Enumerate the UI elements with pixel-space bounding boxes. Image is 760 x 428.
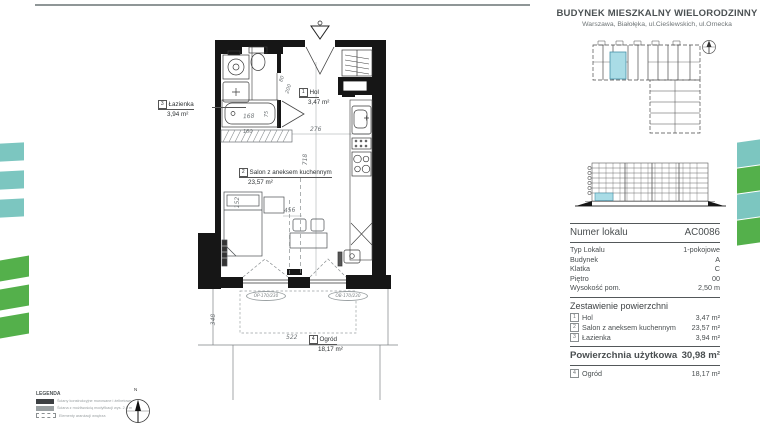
decor-stripe-green bbox=[0, 312, 29, 338]
decor-stripe-teal bbox=[737, 191, 760, 219]
modifiable-wall-hatch bbox=[221, 130, 292, 142]
floor-plan-drawing bbox=[150, 10, 450, 410]
room-number-badge: 4 bbox=[570, 369, 579, 378]
room-number-badge: 3 bbox=[158, 100, 167, 109]
decor-stripe-teal bbox=[737, 139, 760, 167]
info-value: 1-pokojowe bbox=[683, 245, 720, 254]
info-label: Typ Lokalu bbox=[570, 245, 605, 254]
top-border-line bbox=[35, 4, 530, 6]
site-plan-building-outline bbox=[593, 41, 700, 133]
garden-row bbox=[570, 369, 720, 379]
legend-item-text: Ściana z możliwością modyfikacji wys. 2,5 m bbox=[57, 406, 133, 411]
area-value: 3,94 m² bbox=[695, 332, 720, 342]
legend-title: LEGENDA bbox=[36, 391, 61, 397]
area-row bbox=[570, 323, 720, 333]
dimension-75: 75 bbox=[264, 110, 271, 118]
decor-stripe-green bbox=[0, 255, 29, 281]
garden-boundary bbox=[198, 289, 398, 400]
project-header bbox=[556, 8, 758, 28]
info-row bbox=[570, 283, 720, 293]
room-label-salon bbox=[239, 168, 332, 186]
wardrobe bbox=[342, 50, 372, 76]
room-area: 3,47 m² bbox=[308, 98, 330, 106]
info-row bbox=[570, 274, 720, 284]
project-address: Warszawa, Białołęka, ul.Cieślewskich, ul.Ornecka bbox=[582, 21, 732, 28]
info-label: Budynek bbox=[570, 254, 598, 264]
room-name: Ogród bbox=[319, 336, 338, 343]
site-plan-drawing bbox=[580, 35, 728, 140]
site-plan-unit-highlight bbox=[610, 52, 626, 79]
room-area: 18,17 m² bbox=[318, 345, 343, 353]
project-title: BUDYNEK MIESZKALNY WIELORODZINNY bbox=[556, 8, 758, 19]
decor-stripe-teal bbox=[0, 198, 24, 217]
room-label-lazienka bbox=[158, 100, 194, 118]
dimension-80: 80 bbox=[278, 75, 287, 83]
room-number-badge: 3 bbox=[570, 333, 579, 342]
dimension-168: 168 bbox=[242, 112, 255, 121]
info-label: Wysokość pom. bbox=[570, 283, 621, 292]
area-label: Salon z aneksem kuchennym bbox=[582, 322, 676, 332]
decor-stripe-green bbox=[737, 165, 760, 193]
legend-swatch-furniture bbox=[36, 413, 56, 418]
legend-item-text: Ściany konstrukcyjne murowane i żelbetowe bbox=[57, 399, 132, 404]
label-leader-line bbox=[212, 107, 246, 108]
info-value: A bbox=[715, 254, 720, 264]
decor-stripe-green bbox=[0, 284, 29, 310]
unit-info-panel bbox=[570, 221, 720, 379]
total-area-row bbox=[570, 349, 720, 363]
entrance-marker-icon bbox=[311, 21, 329, 39]
legend-swatch-solid-wall bbox=[36, 399, 54, 404]
elevation-drawing bbox=[573, 155, 728, 213]
room-area: 3,94 m² bbox=[167, 110, 189, 118]
info-row bbox=[570, 264, 720, 274]
room-area: 23,57 m² bbox=[248, 178, 273, 186]
info-label: Piętro bbox=[570, 273, 589, 283]
window-code-right: OB-170/230 bbox=[328, 291, 368, 301]
room-number-badge: 4 bbox=[309, 335, 318, 344]
legend-swatch-modifiable-wall bbox=[36, 406, 54, 411]
dimension-456: 456 bbox=[283, 206, 296, 215]
divider bbox=[570, 346, 720, 347]
info-value: C bbox=[714, 264, 720, 273]
room-label-ogrod bbox=[309, 335, 343, 353]
kitchen-fixtures bbox=[338, 106, 372, 266]
dimension-348: 348 bbox=[210, 313, 218, 326]
divider bbox=[570, 223, 720, 224]
decor-stripe-teal bbox=[0, 142, 24, 161]
unit-number-value: AC0086 bbox=[684, 227, 720, 238]
window-code-left: OP-170/230 bbox=[246, 291, 286, 301]
area-label: Hol bbox=[582, 312, 593, 322]
area-value: 23,57 m² bbox=[691, 322, 720, 332]
room-number-badge: 1 bbox=[570, 313, 579, 322]
shaft bbox=[343, 81, 367, 91]
area-row bbox=[570, 313, 720, 323]
dimension-200: 200 bbox=[284, 83, 294, 95]
area-row bbox=[570, 333, 720, 343]
room-label-hol bbox=[299, 88, 329, 106]
info-value: 2,50 m bbox=[698, 283, 720, 292]
total-area-label: Powierzchnia użytkowa bbox=[570, 349, 678, 361]
room-number-badge: 1 bbox=[299, 88, 308, 97]
total-area-value: 30,98 m² bbox=[681, 349, 720, 361]
info-value: 00 bbox=[712, 273, 720, 283]
dimension-180: 180 bbox=[243, 129, 253, 135]
info-row bbox=[570, 245, 720, 255]
unit-number-row bbox=[570, 226, 720, 240]
room-number-badge: 2 bbox=[570, 323, 579, 332]
north-label: N bbox=[134, 387, 138, 392]
decor-stripe-teal bbox=[0, 170, 24, 189]
room-name: Hol bbox=[309, 89, 319, 96]
info-row bbox=[570, 255, 720, 265]
room-name: Salon z aneksem kuchennym bbox=[249, 169, 332, 176]
dimension-522: 522 bbox=[286, 334, 298, 341]
elevation-unit-highlight bbox=[595, 193, 613, 201]
areas-section-title: Zestawienie powierzchni bbox=[570, 300, 669, 311]
divider bbox=[570, 365, 720, 366]
area-label: Łazienka bbox=[582, 332, 611, 342]
site-plan-north-arrow-icon bbox=[703, 41, 716, 54]
garden-label: Ogród bbox=[582, 368, 602, 378]
unit-number-label: Numer lokalu bbox=[570, 227, 628, 238]
info-label: Klatka bbox=[570, 264, 590, 273]
dimension-276: 276 bbox=[310, 126, 322, 133]
dimension-718: 718 bbox=[302, 153, 310, 166]
decor-stripe-green bbox=[737, 217, 760, 245]
garden-value: 18,17 m² bbox=[691, 368, 720, 378]
room-number-badge: 2 bbox=[239, 168, 248, 177]
area-value: 3,47 m² bbox=[695, 312, 720, 322]
elevation-ground bbox=[575, 201, 726, 206]
legend-item-text: Elementy aranżacji wnętrza bbox=[59, 413, 106, 418]
room-name: Łazienka bbox=[168, 101, 194, 108]
north-arrow-icon bbox=[122, 392, 156, 428]
divider bbox=[570, 242, 720, 243]
dimension-152: 152 bbox=[234, 196, 242, 209]
divider bbox=[570, 297, 720, 298]
window-opening-arcs bbox=[243, 178, 346, 277]
